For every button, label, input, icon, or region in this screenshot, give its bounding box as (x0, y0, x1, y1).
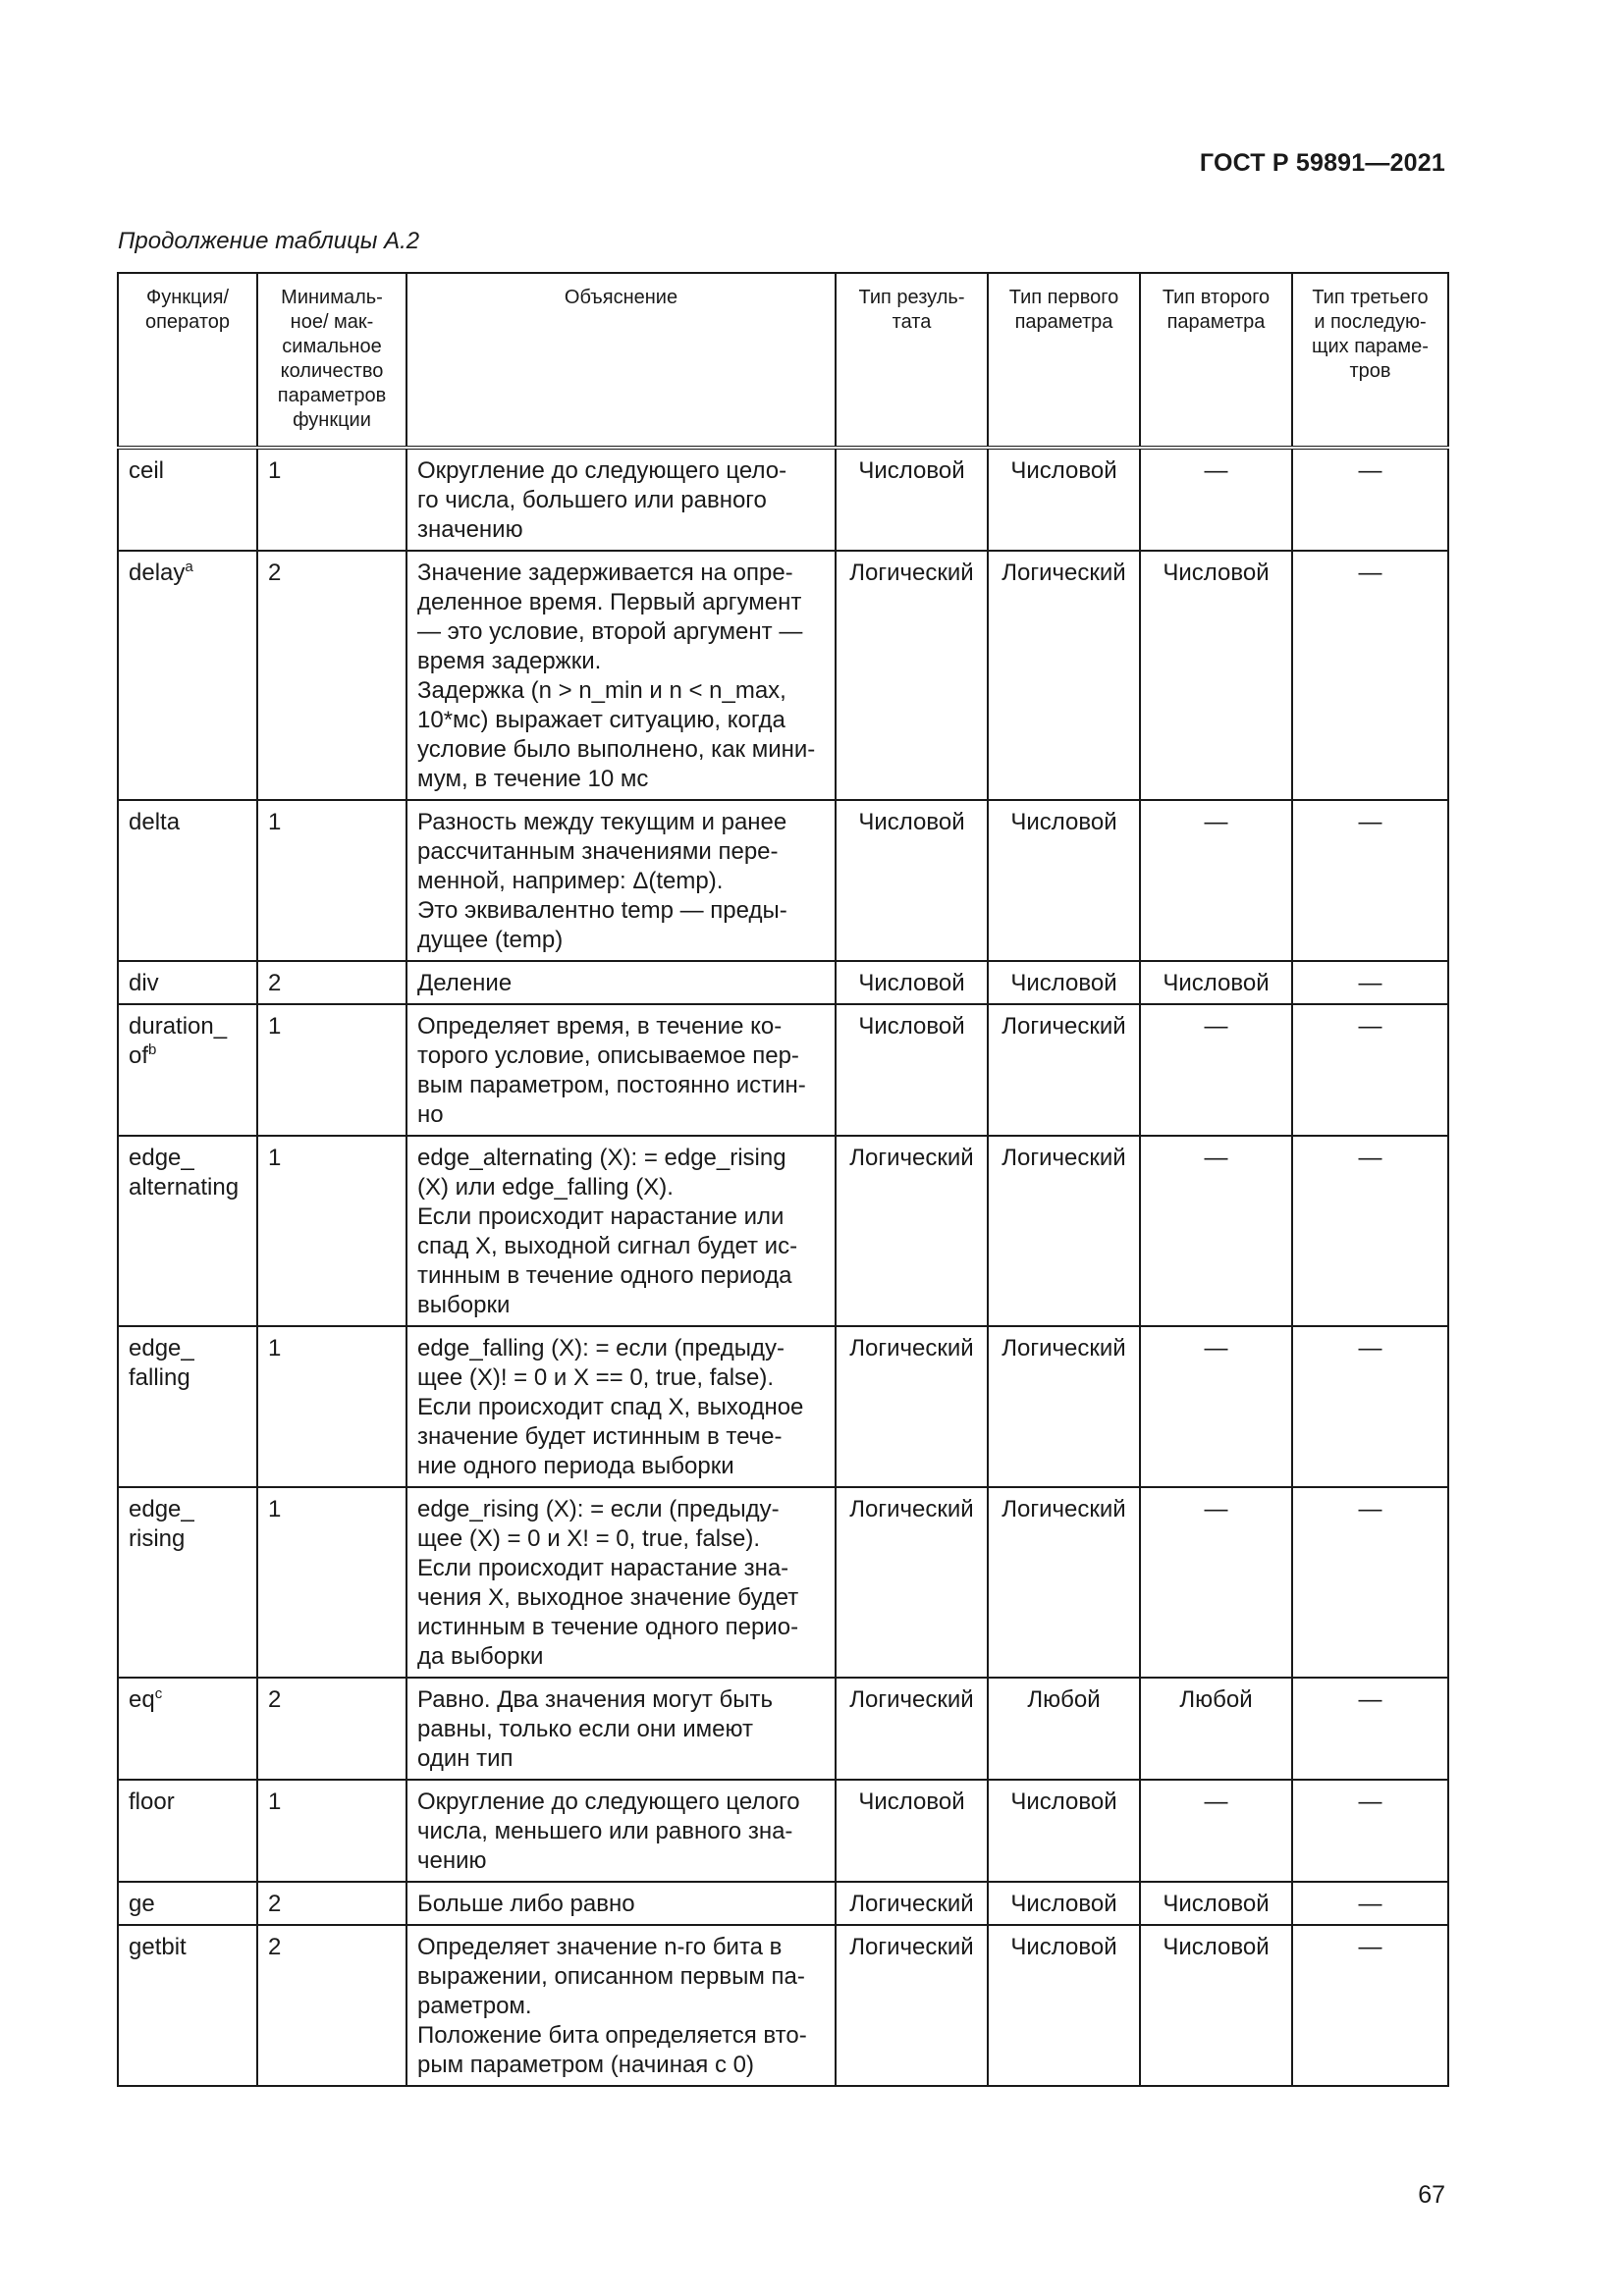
cell-result-type: Числовой (836, 961, 988, 1004)
cell-second-param-type: Числовой (1140, 551, 1292, 800)
header-function: Функция/ оператор (118, 273, 257, 448)
cell-param-count: 1 (257, 1487, 406, 1678)
explanation-line: щее (X) = 0 и X! = 0, true, false). (417, 1525, 761, 1552)
function-name: div (129, 970, 159, 996)
cell-explanation (406, 800, 836, 961)
header-result-type: Тип резуль- тата (836, 273, 988, 448)
explanation-line: да выборки (417, 1643, 544, 1670)
cell-function (118, 1925, 257, 2086)
cell-second-param-type: — (1140, 800, 1292, 961)
table-row (118, 1780, 1448, 1882)
explanation-line: Если происходит спад X, выходное (417, 1394, 804, 1420)
cell-second-param-type: Числовой (1140, 1925, 1292, 2086)
explanation-line: Задержка (n > n_min и n < n_max, (417, 677, 786, 704)
cell-function (118, 1487, 257, 1678)
cell-explanation (406, 1780, 836, 1882)
cell-param-count: 1 (257, 1004, 406, 1136)
cell-function (118, 961, 257, 1004)
function-name: delta (129, 809, 181, 835)
cell-result-type: Логический (836, 1678, 988, 1780)
table-row (118, 800, 1448, 961)
function-name: eq (129, 1686, 155, 1713)
explanation-line: edge_falling (X): = если (предыду- (417, 1335, 785, 1362)
function-name: floor (129, 1789, 175, 1815)
cell-first-param-type: Числовой (988, 448, 1140, 551)
cell-first-param-type: Числовой (988, 1882, 1140, 1925)
explanation-line: Положение бита определяется вто- (417, 2022, 807, 2049)
explanation-line: выборки (417, 1292, 511, 1318)
cell-first-param-type: Числовой (988, 1780, 1140, 1882)
cell-third-param-type: — (1292, 448, 1448, 551)
header-second-param-type: Тип второго параметра (1140, 273, 1292, 448)
function-name: ge (129, 1891, 155, 1917)
explanation-line: edge_alternating (X): = edge_rising (417, 1145, 786, 1171)
cell-explanation (406, 1004, 836, 1136)
cell-result-type: Логический (836, 1882, 988, 1925)
cell-function (118, 800, 257, 961)
header-param-count: Минималь- ное/ мак- симальное количество параметров функции (257, 273, 406, 448)
header-third-param-type: Тип третьего и последую- щих параме- тров (1292, 273, 1448, 448)
table-row (118, 1004, 1448, 1136)
function-name: edge_ rising (129, 1496, 194, 1552)
explanation-line: щее (X)! = 0 и X == 0, true, false). (417, 1364, 775, 1391)
explanation-line: Если происходит нарастание зна- (417, 1555, 789, 1581)
footnote-marker: c (154, 1685, 163, 1702)
explanation-line: время задержки. (417, 648, 602, 674)
explanation-line: Определяет время, в течение ко- (417, 1013, 783, 1040)
cell-explanation (406, 1882, 836, 1925)
cell-explanation (406, 1487, 836, 1678)
cell-first-param-type: Числовой (988, 1925, 1140, 2086)
explanation-line: но (417, 1101, 444, 1128)
cell-second-param-type: — (1140, 448, 1292, 551)
cell-second-param-type: — (1140, 1326, 1292, 1487)
cell-second-param-type: Числовой (1140, 961, 1292, 1004)
cell-third-param-type: — (1292, 800, 1448, 961)
table-header-row (118, 273, 1448, 448)
cell-second-param-type: Числовой (1140, 1882, 1292, 1925)
cell-third-param-type: — (1292, 1780, 1448, 1882)
cell-param-count: 2 (257, 1925, 406, 2086)
cell-result-type: Числовой (836, 448, 988, 551)
table-row (118, 551, 1448, 800)
cell-explanation (406, 1678, 836, 1780)
cell-first-param-type: Любой (988, 1678, 1140, 1780)
cell-first-param-type: Логический (988, 1136, 1140, 1326)
cell-param-count: 2 (257, 1882, 406, 1925)
cell-third-param-type: — (1292, 961, 1448, 1004)
cell-function (118, 1780, 257, 1882)
explanation-line: Больше либо равно (417, 1891, 635, 1917)
cell-function (118, 1004, 257, 1136)
cell-second-param-type: — (1140, 1487, 1292, 1678)
explanation-line: рассчитанным значениями пере- (417, 838, 779, 865)
table-body (118, 448, 1448, 2086)
cell-function (118, 1882, 257, 1925)
cell-result-type: Логический (836, 551, 988, 800)
explanation-line: edge_rising (X): = если (предыду- (417, 1496, 780, 1522)
cell-first-param-type: Числовой (988, 961, 1140, 1004)
explanation-line: — это условие, второй аргумент — (417, 618, 803, 645)
explanation-line: 10*мс) выражает ситуацию, когда (417, 707, 785, 733)
explanation-line: чения X, выходное значение будет (417, 1584, 799, 1611)
explanation-line: условие было выполнено, как мини- (417, 736, 816, 763)
explanation-line: Разность между текущим и ранее (417, 809, 787, 835)
cell-param-count: 1 (257, 1326, 406, 1487)
footnote-marker: a (185, 559, 193, 575)
cell-first-param-type: Числовой (988, 800, 1140, 961)
cell-first-param-type: Логический (988, 1326, 1140, 1487)
cell-param-count: 1 (257, 1136, 406, 1326)
cell-result-type: Логический (836, 1326, 988, 1487)
cell-result-type: Числовой (836, 1004, 988, 1136)
cell-third-param-type: — (1292, 1004, 1448, 1136)
cell-function (118, 1136, 257, 1326)
header-first-param-type: Тип первого параметра (988, 273, 1140, 448)
explanation-line: мум, в течение 10 мс (417, 766, 649, 792)
header-explanation: Объяснение (406, 273, 836, 448)
function-name: delay (129, 560, 186, 586)
explanation-line: истинным в течение одного перио- (417, 1614, 799, 1640)
footnote-marker: b (148, 1041, 157, 1058)
cell-param-count: 2 (257, 551, 406, 800)
cell-function (118, 1678, 257, 1780)
explanation-line: Это эквивалентно temp — преды- (417, 897, 787, 924)
explanation-line: вым параметром, постоянно истин- (417, 1072, 806, 1098)
cell-result-type: Числовой (836, 1780, 988, 1882)
cell-third-param-type: — (1292, 1678, 1448, 1780)
function-name: getbit (129, 1934, 187, 1960)
explanation-line: деленное время. Первый аргумент (417, 589, 802, 615)
cell-param-count: 2 (257, 961, 406, 1004)
functions-table (117, 272, 1449, 2087)
table-row (118, 961, 1448, 1004)
function-name: edge_ falling (129, 1335, 194, 1391)
table-row (118, 1882, 1448, 1925)
cell-explanation (406, 1326, 836, 1487)
cell-param-count: 1 (257, 448, 406, 551)
cell-param-count: 1 (257, 1780, 406, 1882)
table-row (118, 1925, 1448, 2086)
explanation-line: Если происходит нарастание или (417, 1203, 785, 1230)
explanation-line: значение будет истинным в тече- (417, 1423, 783, 1450)
table-row (118, 1487, 1448, 1678)
explanation-line: чению (417, 1847, 487, 1874)
cell-function (118, 551, 257, 800)
cell-explanation (406, 1136, 836, 1326)
explanation-line: Значение задерживается на опре- (417, 560, 793, 586)
explanation-line: дущее (temp) (417, 927, 564, 953)
page-number: 67 (1418, 2181, 1445, 2209)
explanation-line: значению (417, 516, 523, 543)
document-id: ГОСТ Р 59891—2021 (1199, 149, 1445, 177)
cell-second-param-type: — (1140, 1004, 1292, 1136)
cell-explanation (406, 961, 836, 1004)
cell-third-param-type: — (1292, 1925, 1448, 2086)
cell-result-type: Числовой (836, 800, 988, 961)
explanation-line: тинным в течение одного периода (417, 1262, 792, 1289)
cell-function (118, 1326, 257, 1487)
explanation-line: равны, только если они имеют (417, 1716, 753, 1742)
cell-explanation (406, 1925, 836, 2086)
cell-second-param-type: Любой (1140, 1678, 1292, 1780)
cell-param-count: 1 (257, 800, 406, 961)
table-caption: Продолжение таблицы А.2 (118, 228, 420, 254)
explanation-line: Деление (417, 970, 513, 996)
explanation-line: торого условие, описываемое пер- (417, 1042, 799, 1069)
cell-result-type: Логический (836, 1487, 988, 1678)
explanation-line: Определяет значение n-го бита в (417, 1934, 783, 1960)
table-row (118, 1678, 1448, 1780)
table-row (118, 1136, 1448, 1326)
explanation-line: спад X, выходной сигнал будет ис- (417, 1233, 798, 1259)
cell-result-type: Логический (836, 1925, 988, 2086)
explanation-line: числа, меньшего или равного зна- (417, 1818, 793, 1844)
cell-function (118, 448, 257, 551)
cell-result-type: Логический (836, 1136, 988, 1326)
cell-third-param-type: — (1292, 551, 1448, 800)
explanation-line: рым параметром (начиная с 0) (417, 2052, 754, 2078)
explanation-line: го числа, большего или равного (417, 487, 767, 513)
cell-third-param-type: — (1292, 1882, 1448, 1925)
explanation-line: Округление до следующего целого (417, 1789, 800, 1815)
cell-third-param-type: — (1292, 1326, 1448, 1487)
explanation-line: Равно. Два значения могут быть (417, 1686, 774, 1713)
cell-param-count: 2 (257, 1678, 406, 1780)
cell-second-param-type: — (1140, 1780, 1292, 1882)
table-row (118, 448, 1448, 551)
explanation-line: выражении, описанном первым па- (417, 1963, 805, 1990)
cell-first-param-type: Логический (988, 1487, 1140, 1678)
table-row (118, 1326, 1448, 1487)
cell-third-param-type: — (1292, 1136, 1448, 1326)
function-name: ceil (129, 457, 165, 484)
cell-first-param-type: Логический (988, 551, 1140, 800)
cell-second-param-type: — (1140, 1136, 1292, 1326)
cell-explanation (406, 448, 836, 551)
explanation-line: раметром. (417, 1993, 532, 2019)
cell-third-param-type: — (1292, 1487, 1448, 1678)
explanation-line: менной, например: Δ(temp). (417, 868, 724, 894)
explanation-line: один тип (417, 1745, 514, 1772)
cell-explanation (406, 551, 836, 800)
function-name: duration_ of (129, 1013, 228, 1069)
cell-first-param-type: Логический (988, 1004, 1140, 1136)
explanation-line: (X) или edge_falling (X). (417, 1174, 674, 1201)
explanation-line: ние одного периода выборки (417, 1453, 734, 1479)
function-name: edge_ alternating (129, 1145, 240, 1201)
explanation-line: Округление до следующего цело- (417, 457, 787, 484)
